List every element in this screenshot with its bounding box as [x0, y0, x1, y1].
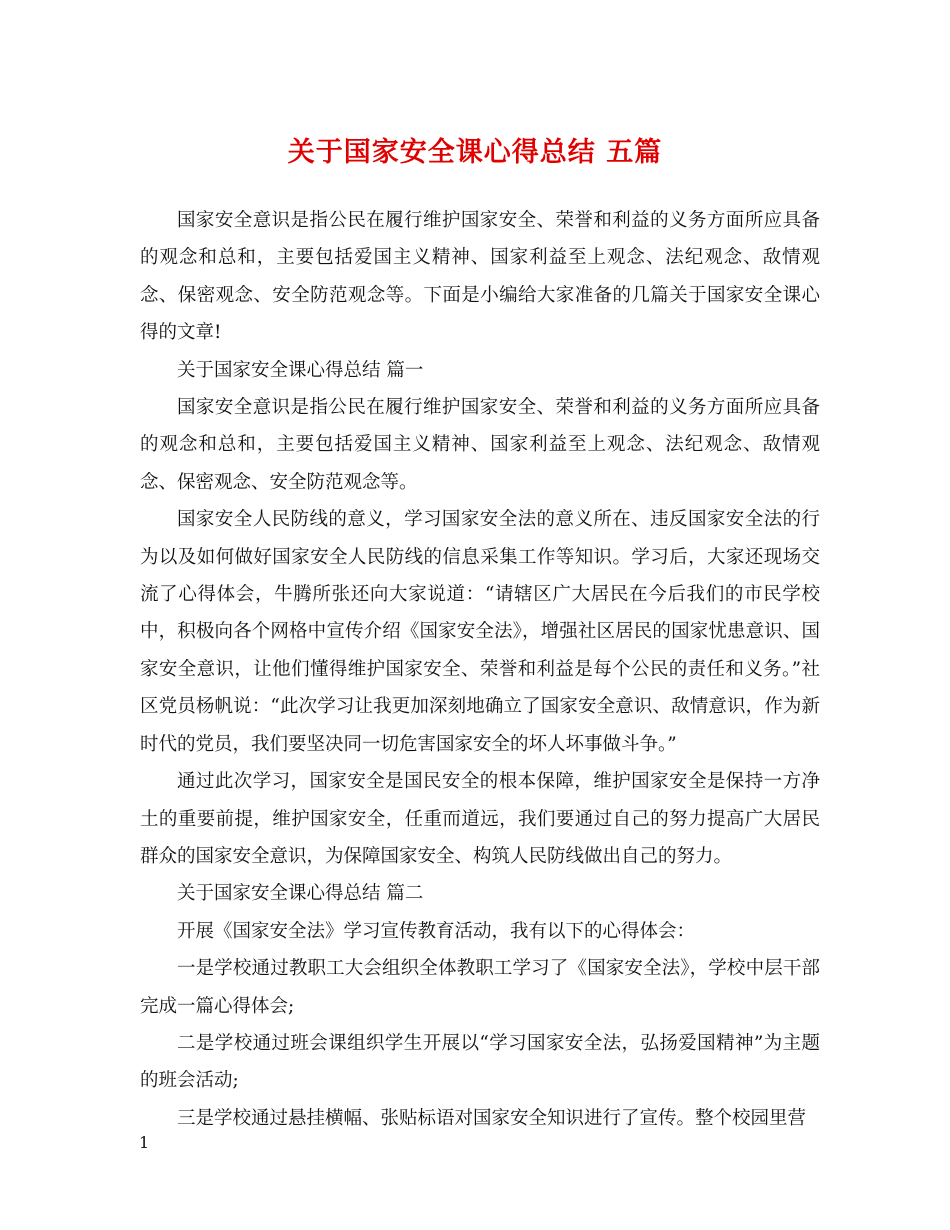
body-paragraph: 开展《国家安全法》学习宣传教育活动，我有以下的心得体会： [177, 920, 696, 942]
section-heading-2: 关于国家安全课心得总结 篇二 [177, 883, 424, 905]
body-paragraph: 二是学校通过班会课组织学生开展以“学习国家安全法，弘扬爱国精神”为主题的班会活动; [140, 1032, 820, 1092]
body-paragraph: 一是学校通过教职工大会组织全体教职工学习了《国家安全法》，学校中层干部完成一篇心得体会; [140, 958, 820, 1017]
body-paragraph: 通过此次学习，国家安全是国民安全的根本保障，维护国家安全是保持一方净土的重要前提，维护国家安全，任重而道远，我们要通过自己的努力提高广大居民群众的国家安全意识，为保障国家安全、构筑人民防线做出自己的努力。 [140, 771, 820, 867]
document-title: 关于国家安全课心得总结 五篇 [287, 137, 663, 168]
intro-paragraph: 国家安全意识是指公民在履行维护国家安全、荣誉和利益的义务方面所应具备的观念和总和，主要包括爱国主义精神、国家利益至上观念、法纪观念、敌情观念、保密观念、安全防范观念等。下面是小编给大家准备的几篇关于国家安全课心得的文章! [140, 210, 820, 344]
body-paragraph: 国家安全人民防线的意义，学习国家安全法的意义所在、违反国家安全法的行为以及如何做好国家安全人民防线的信息采集工作等知识。学习后，大家还现场交流了心得体会，牛腾所张还向大家说道：“请辖区广大居民在今后我们的市民学校中，积极向各个网格中宣传介绍《国家安全法》，增强社区居民的国家忧患意识、国家安全意识，让他们懂得维护国家安全、荣誉和利益是每个公民的责任和义务。”社区党员杨帆说：“此次学习让我更加深刻地确立了国家安全意识、敌情意识，作为新时代的党员，我们要坚决同一切危害国家安全的坏人坏事做斗争。” [140, 509, 820, 755]
section-heading-1: 关于国家安全课心得总结 篇一 [177, 359, 424, 381]
body-paragraph: 国家安全意识是指公民在履行维护国家安全、荣誉和利益的义务方面所应具备的观念和总和，主要包括爱国主义精神、国家利益至上观念、法纪观念、敌情观念、保密观念、安全防范观念等。 [140, 397, 820, 493]
document-body [140, 202, 820, 1137]
body-paragraph: 三是学校通过悬挂横幅、张贴标语对国家安全知识进行了宣传。整个校园里营 [177, 1107, 807, 1129]
page-number: 1 [139, 1133, 150, 1152]
